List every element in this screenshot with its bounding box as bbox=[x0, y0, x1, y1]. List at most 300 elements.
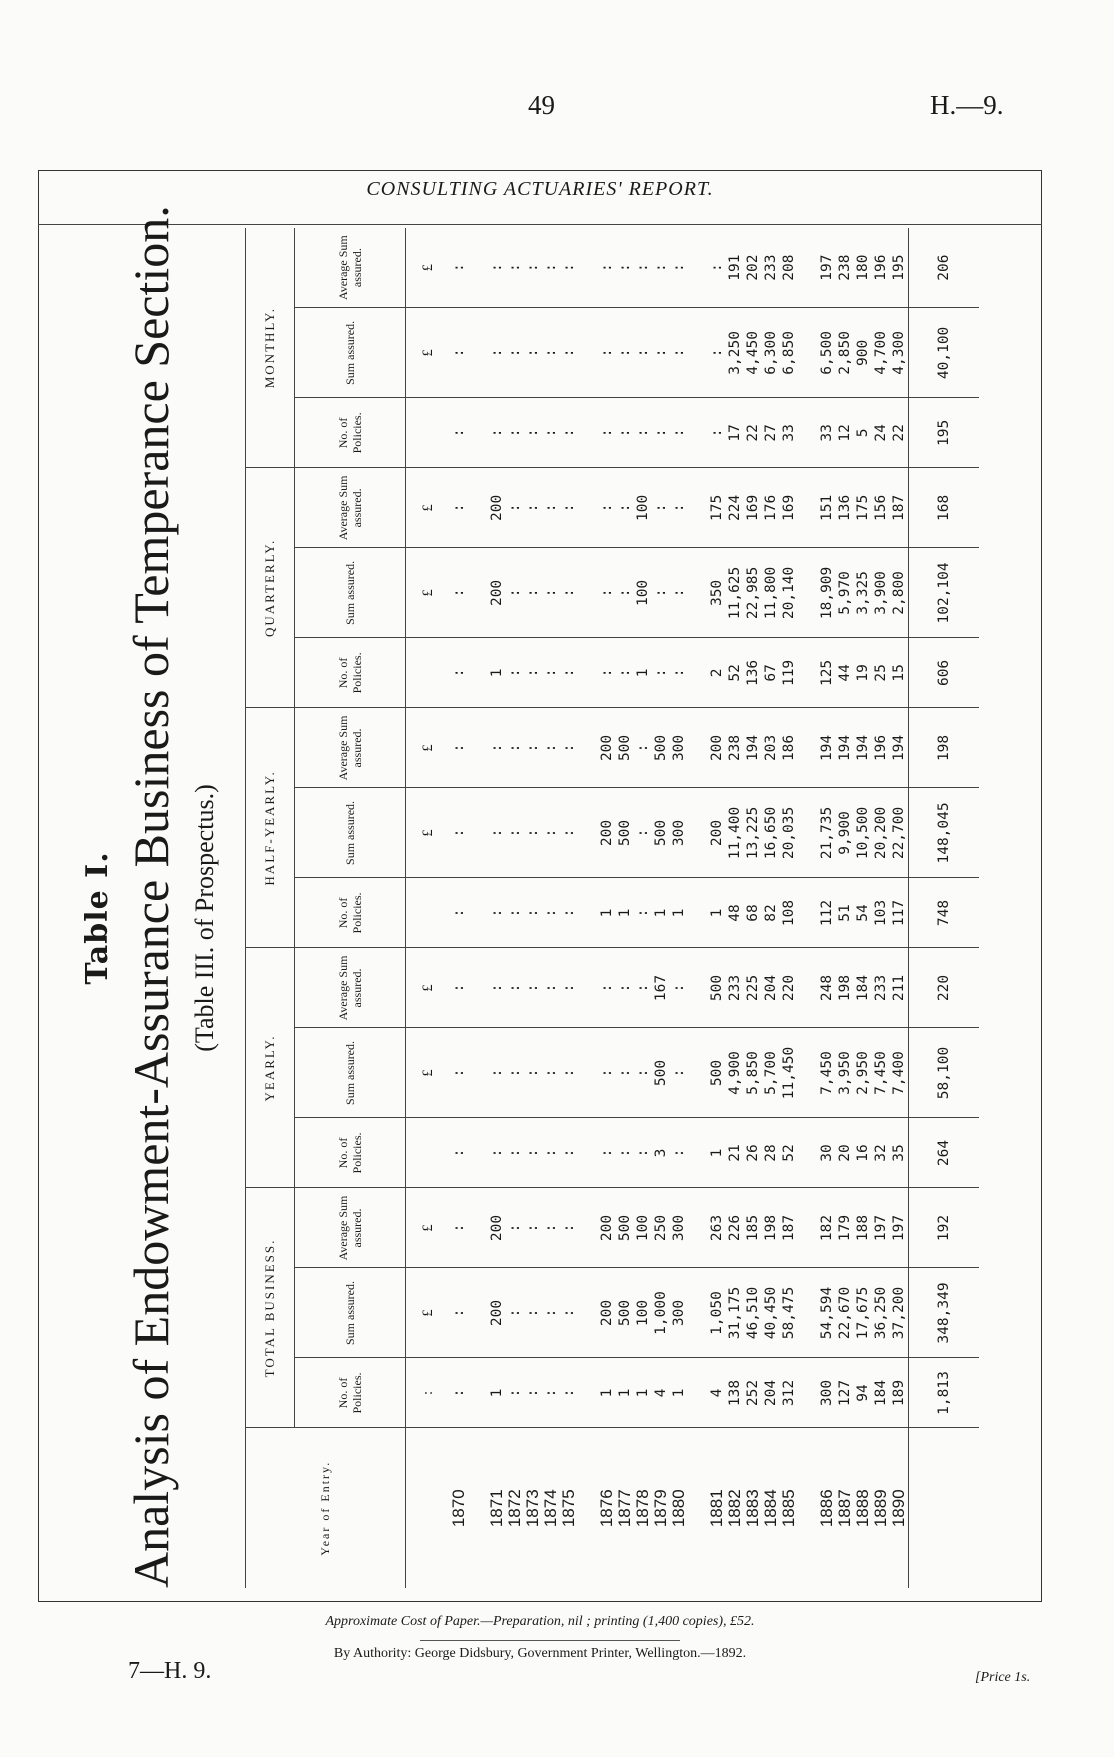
table-cell: 11,400 bbox=[726, 788, 744, 878]
running-head: CONSULTING ACTUARIES' REPORT. bbox=[366, 178, 714, 200]
table-cell: 11,625 bbox=[726, 548, 744, 638]
currency-symbol: £ bbox=[406, 788, 451, 878]
currency-symbol: £ bbox=[406, 1028, 451, 1118]
table-cell: : bbox=[560, 398, 578, 468]
total-cell: 58,100 bbox=[909, 1028, 980, 1118]
total-cell: 206 bbox=[909, 228, 980, 308]
table-cell: : bbox=[488, 948, 506, 1028]
table-cell: 263 bbox=[708, 1188, 726, 1268]
table-title: Analysis of Endowment-Assurance Business of Temperance Section. bbox=[123, 205, 179, 1588]
header-rule bbox=[38, 224, 1042, 225]
table-cell: 136 bbox=[836, 468, 854, 548]
table-cell: 10,500 bbox=[854, 788, 872, 878]
table-cell: : bbox=[450, 878, 468, 948]
table-cell: 176 bbox=[762, 468, 780, 548]
table-cell: : bbox=[450, 1358, 468, 1428]
table-cell: : bbox=[634, 308, 652, 398]
table-cell: : bbox=[560, 948, 578, 1028]
signature-mark: 7—H. 9. bbox=[128, 1658, 212, 1684]
table-cell: : bbox=[524, 708, 542, 788]
table-cell: : bbox=[524, 398, 542, 468]
table-cell: : bbox=[542, 1118, 560, 1188]
table-cell: 20,035 bbox=[780, 788, 798, 878]
group-spacer bbox=[688, 228, 708, 1588]
column-header: Average Sum assured. bbox=[295, 708, 406, 788]
table-cell: 300 bbox=[818, 1358, 836, 1428]
table-cell: 20,200 bbox=[872, 788, 890, 878]
table-cell: 226 bbox=[726, 1188, 744, 1268]
year-cell: 1886 bbox=[817, 1489, 836, 1528]
table-cell: 500 bbox=[616, 1188, 634, 1268]
table-cell: 103 bbox=[872, 878, 890, 948]
table-cell: 179 bbox=[836, 1188, 854, 1268]
group-header-monthly: MONTHLY. bbox=[246, 228, 295, 468]
column-header: No. of Policies. bbox=[295, 398, 406, 468]
group-header-quarterly: QUARTERLY. bbox=[246, 468, 295, 708]
table-cell: : bbox=[488, 308, 506, 398]
table-cell: : bbox=[450, 708, 468, 788]
table-row bbox=[488, 228, 506, 1588]
table-cell: 16 bbox=[854, 1118, 872, 1188]
column-header: No. of Policies. bbox=[295, 878, 406, 948]
currency-symbol: £ bbox=[406, 1268, 451, 1358]
table-cell: 200 bbox=[598, 1188, 616, 1268]
table-cell: 40,450 bbox=[762, 1268, 780, 1358]
table-cell: 20,140 bbox=[780, 548, 798, 638]
table-cell: : bbox=[634, 228, 652, 308]
table-cell: 194 bbox=[818, 708, 836, 788]
table-cell: 26 bbox=[744, 1118, 762, 1188]
table-cell: : bbox=[670, 1028, 688, 1118]
table-cell: : bbox=[616, 1118, 634, 1188]
table-cell: : bbox=[560, 308, 578, 398]
table-cell: : bbox=[488, 398, 506, 468]
total-cell: 195 bbox=[909, 398, 980, 468]
table-cell: : bbox=[506, 708, 524, 788]
table-cell: : bbox=[506, 788, 524, 878]
table-cell: : bbox=[542, 398, 560, 468]
table-cell: 11,450 bbox=[780, 1028, 798, 1118]
table-cell: 1 bbox=[488, 638, 506, 708]
table-subtitle: (Table III. of Prospectus.) bbox=[190, 784, 219, 1052]
cost-note: Approximate Cost of Paper.—Preparation, nil ; printing (1,400 copies), £52. bbox=[325, 1614, 755, 1629]
table-cell: 198 bbox=[762, 1188, 780, 1268]
table-cell: 1 bbox=[598, 878, 616, 948]
table-cell: : bbox=[450, 948, 468, 1028]
table-cell: 1 bbox=[634, 1358, 652, 1428]
table-cell: : bbox=[488, 708, 506, 788]
table-cell: 22 bbox=[744, 398, 762, 468]
table-cell: 54,594 bbox=[818, 1268, 836, 1358]
cost-rule bbox=[420, 1640, 680, 1641]
table-row bbox=[616, 228, 634, 1588]
table-cell: : bbox=[634, 788, 652, 878]
table-cell: : bbox=[542, 708, 560, 788]
table-cell: 3,950 bbox=[836, 1028, 854, 1118]
table-cell: : bbox=[524, 308, 542, 398]
table-cell: : bbox=[524, 948, 542, 1028]
table-cell: 200 bbox=[708, 788, 726, 878]
table-cell: 9,900 bbox=[836, 788, 854, 878]
table-cell: 200 bbox=[598, 708, 616, 788]
table-cell: 500 bbox=[652, 788, 670, 878]
year-cell: 1885 bbox=[779, 1489, 798, 1528]
table-cell: 24 bbox=[872, 398, 890, 468]
table-cell: 58,475 bbox=[780, 1268, 798, 1358]
column-header: No. of Policies. bbox=[295, 1118, 406, 1188]
table-cell: 224 bbox=[726, 468, 744, 548]
table-cell: : bbox=[616, 308, 634, 398]
table-cell: : bbox=[616, 1028, 634, 1118]
table-cell: : bbox=[670, 548, 688, 638]
table-cell: 125 bbox=[818, 638, 836, 708]
table-cell: : bbox=[524, 468, 542, 548]
table-cell: : bbox=[506, 948, 524, 1028]
table-cell: 500 bbox=[616, 708, 634, 788]
table-row bbox=[670, 228, 688, 1588]
table-cell: 500 bbox=[652, 1028, 670, 1118]
table-cell: 196 bbox=[872, 708, 890, 788]
table-cell: : bbox=[524, 1188, 542, 1268]
table-cell: 191 bbox=[726, 228, 744, 308]
table-cell: : bbox=[670, 1118, 688, 1188]
table-cell: : bbox=[450, 788, 468, 878]
table-cell: 200 bbox=[488, 468, 506, 548]
table-cell: 94 bbox=[854, 1358, 872, 1428]
table-cell: 200 bbox=[488, 548, 506, 638]
table-cell: 117 bbox=[890, 878, 909, 948]
table-cell: 44 bbox=[836, 638, 854, 708]
table-cell: : bbox=[598, 398, 616, 468]
year-cell: 1871 bbox=[487, 1489, 506, 1528]
currency-symbol: £ bbox=[406, 468, 451, 548]
table-cell: 100 bbox=[634, 1188, 652, 1268]
table-cell: 250 bbox=[652, 1188, 670, 1268]
table-row bbox=[872, 228, 890, 1588]
table-cell: 2 bbox=[708, 638, 726, 708]
group-header-yearly: YEARLY. bbox=[246, 948, 295, 1188]
table-cell: 233 bbox=[726, 948, 744, 1028]
table-cell: : bbox=[634, 708, 652, 788]
price-note: [Price 1s. bbox=[975, 1670, 1031, 1685]
table-cell: 300 bbox=[670, 708, 688, 788]
table-cell: 22 bbox=[890, 398, 909, 468]
column-header: Average Sum assured. bbox=[295, 948, 406, 1028]
column-header: Sum assured. bbox=[295, 788, 406, 878]
table-cell: 5,970 bbox=[836, 548, 854, 638]
total-cell: 348,349 bbox=[909, 1268, 980, 1358]
table-cell: 5 bbox=[854, 398, 872, 468]
table-cell: 67 bbox=[762, 638, 780, 708]
table-cell: 1 bbox=[616, 878, 634, 948]
table-cell: 30 bbox=[818, 1118, 836, 1188]
table-cell: : bbox=[506, 398, 524, 468]
table-cell: 46,510 bbox=[744, 1268, 762, 1358]
total-cell: 264 bbox=[909, 1118, 980, 1188]
table-cell: : bbox=[560, 228, 578, 308]
table-cell: 220 bbox=[780, 948, 798, 1028]
table-cell: 11,800 bbox=[762, 548, 780, 638]
table-cell: 2,950 bbox=[854, 1028, 872, 1118]
table-cell: : bbox=[450, 638, 468, 708]
table-cell: : bbox=[708, 398, 726, 468]
table-cell: 7,400 bbox=[890, 1028, 909, 1118]
table-cell: 167 bbox=[652, 948, 670, 1028]
table-cell: 197 bbox=[818, 228, 836, 308]
table-cell: : bbox=[598, 638, 616, 708]
table-cell: : bbox=[488, 1118, 506, 1188]
table-cell: : bbox=[506, 468, 524, 548]
table-cell: : bbox=[598, 948, 616, 1028]
table-cell: : bbox=[616, 638, 634, 708]
table-cell: : bbox=[634, 398, 652, 468]
table-cell: 3,325 bbox=[854, 548, 872, 638]
table-cell: 238 bbox=[726, 708, 744, 788]
table-cell: 188 bbox=[854, 1188, 872, 1268]
table-cell: 33 bbox=[818, 398, 836, 468]
table-row bbox=[890, 228, 909, 1588]
table-cell: 4 bbox=[708, 1358, 726, 1428]
table-cell: : bbox=[450, 228, 468, 308]
table-cell: : bbox=[598, 468, 616, 548]
table-cell: : bbox=[506, 1268, 524, 1358]
currency-symbol: £ bbox=[406, 1188, 451, 1268]
table-cell: 2,850 bbox=[836, 308, 854, 398]
table-cell: 18,909 bbox=[818, 548, 836, 638]
table-cell: : bbox=[542, 468, 560, 548]
table-cell: : bbox=[542, 1358, 560, 1428]
table-label: Table I. bbox=[80, 851, 115, 985]
table-cell: 136 bbox=[744, 638, 762, 708]
table-cell: 13,225 bbox=[744, 788, 762, 878]
table-cell: 156 bbox=[872, 468, 890, 548]
table-cell: 194 bbox=[854, 708, 872, 788]
table-cell: 350 bbox=[708, 548, 726, 638]
group-spacer bbox=[468, 228, 488, 1588]
group-spacer bbox=[578, 228, 598, 1588]
table-cell: : bbox=[450, 308, 468, 398]
table-cell: : bbox=[506, 308, 524, 398]
column-header: No. of Policies. bbox=[295, 638, 406, 708]
table-cell: : bbox=[598, 1118, 616, 1188]
table-cell: 6,500 bbox=[818, 308, 836, 398]
table-cell: 196 bbox=[872, 228, 890, 308]
table-cell: 52 bbox=[780, 1118, 798, 1188]
table-cell: 194 bbox=[744, 708, 762, 788]
table-cell: : bbox=[542, 548, 560, 638]
table-cell: : bbox=[450, 1188, 468, 1268]
currency-symbol: £ bbox=[406, 548, 451, 638]
table-cell: 4,900 bbox=[726, 1028, 744, 1118]
table-cell: : bbox=[524, 1028, 542, 1118]
column-header: Sum assured. bbox=[295, 1028, 406, 1118]
column-header: Sum assured. bbox=[295, 1268, 406, 1358]
table-cell: : bbox=[652, 638, 670, 708]
table-cell: : bbox=[652, 548, 670, 638]
table-cell: : bbox=[524, 1268, 542, 1358]
table-cell: 3 bbox=[652, 1118, 670, 1188]
table-cell: 52 bbox=[726, 638, 744, 708]
table-cell: 194 bbox=[890, 708, 909, 788]
currency-symbol: £ bbox=[406, 708, 451, 788]
table-cell: 200 bbox=[708, 708, 726, 788]
table-cell: 1 bbox=[488, 1358, 506, 1428]
table-cell: 500 bbox=[652, 708, 670, 788]
table-cell: : bbox=[670, 468, 688, 548]
table-cell: : bbox=[670, 308, 688, 398]
table-cell: : bbox=[488, 788, 506, 878]
table-cell: 82 bbox=[762, 878, 780, 948]
table-cell: 200 bbox=[598, 788, 616, 878]
table-cell: : bbox=[450, 1268, 468, 1358]
table-cell: 500 bbox=[708, 948, 726, 1028]
table-cell: 300 bbox=[670, 1268, 688, 1358]
year-cell: 1873 bbox=[523, 1489, 542, 1528]
table-cell: 35 bbox=[890, 1118, 909, 1188]
table-cell: 138 bbox=[726, 1358, 744, 1428]
table-cell: : bbox=[542, 638, 560, 708]
table-cell: 200 bbox=[488, 1268, 506, 1358]
table-cell: 197 bbox=[890, 1188, 909, 1268]
table-cell: : bbox=[598, 548, 616, 638]
table-cell: : bbox=[560, 468, 578, 548]
total-cell: 168 bbox=[909, 468, 980, 548]
table-cell: : bbox=[708, 308, 726, 398]
table-cell: 37,200 bbox=[890, 1268, 909, 1358]
total-cell: 148,045 bbox=[909, 788, 980, 878]
table-cell: : bbox=[524, 788, 542, 878]
table-cell: : bbox=[670, 948, 688, 1028]
table-cell: 5,850 bbox=[744, 1028, 762, 1118]
currency-symbol: £ bbox=[406, 308, 451, 398]
table-cell: 21,735 bbox=[818, 788, 836, 878]
table-cell: 4 bbox=[652, 1358, 670, 1428]
table-cell: 22,985 bbox=[744, 548, 762, 638]
table-cell: : bbox=[560, 708, 578, 788]
table-cell: : bbox=[670, 398, 688, 468]
table-cell: : bbox=[542, 788, 560, 878]
table-cell: 25 bbox=[872, 638, 890, 708]
table-cell: 4,700 bbox=[872, 308, 890, 398]
table-cell: : bbox=[560, 1268, 578, 1358]
year-cell: 1872 bbox=[505, 1489, 524, 1528]
table-cell: 4,450 bbox=[744, 308, 762, 398]
table-cell: 21 bbox=[726, 1118, 744, 1188]
table-cell: : bbox=[506, 1118, 524, 1188]
table-cell: : bbox=[488, 228, 506, 308]
table-cell: : bbox=[652, 228, 670, 308]
table-cell: : bbox=[506, 1188, 524, 1268]
table-row bbox=[726, 228, 744, 1588]
table-cell: 5,700 bbox=[762, 1028, 780, 1118]
table-cell: 127 bbox=[836, 1358, 854, 1428]
table-row bbox=[652, 228, 670, 1588]
table-cell: : bbox=[542, 1188, 560, 1268]
table-cell: 17,675 bbox=[854, 1268, 872, 1358]
table-cell: 248 bbox=[818, 948, 836, 1028]
year-of-entry-header: Year of Entry. bbox=[246, 1428, 406, 1588]
table-row bbox=[560, 228, 578, 1588]
table-cell: : bbox=[542, 1028, 560, 1118]
printer-authority: By Authority: George Didsbury, Government Printer, Wellington.—1892. bbox=[333, 1646, 747, 1661]
currency-symbol: £ bbox=[406, 948, 451, 1028]
table-cell: 1,000 bbox=[652, 1268, 670, 1358]
document-reference: H.—9. bbox=[930, 90, 1004, 120]
table-cell: : bbox=[670, 638, 688, 708]
table-cell: 1 bbox=[598, 1358, 616, 1428]
table-cell: : bbox=[560, 638, 578, 708]
currency-row bbox=[406, 228, 451, 1588]
table-cell: : bbox=[560, 1028, 578, 1118]
table-cell: 27 bbox=[762, 398, 780, 468]
table-cell: : bbox=[670, 228, 688, 308]
table-cell: : bbox=[652, 398, 670, 468]
page-number: 49 bbox=[528, 90, 555, 120]
table-cell: 22,670 bbox=[836, 1268, 854, 1358]
table-cell: : bbox=[524, 228, 542, 308]
table-cell: 187 bbox=[890, 468, 909, 548]
table-cell: 32 bbox=[872, 1118, 890, 1188]
table-cell: 1 bbox=[670, 878, 688, 948]
table-cell: : bbox=[652, 468, 670, 548]
table-cell: 1 bbox=[652, 878, 670, 948]
table-cell: : bbox=[560, 548, 578, 638]
table-cell: : bbox=[560, 1188, 578, 1268]
table-cell: 22,700 bbox=[890, 788, 909, 878]
table-cell: : bbox=[616, 548, 634, 638]
year-cell: 1881 bbox=[707, 1489, 726, 1528]
table-cell: 238 bbox=[836, 228, 854, 308]
year-cell: 1878 bbox=[633, 1489, 652, 1528]
table-cell: 6,850 bbox=[780, 308, 798, 398]
table-cell: 169 bbox=[744, 468, 762, 548]
table-cell: 180 bbox=[854, 228, 872, 308]
table-cell: : bbox=[634, 1028, 652, 1118]
table-cell: 112 bbox=[818, 878, 836, 948]
table-row bbox=[836, 228, 854, 1588]
table-cell: : bbox=[560, 1118, 578, 1188]
column-header: Average Sum assured. bbox=[295, 468, 406, 548]
table-cell: 1,050 bbox=[708, 1268, 726, 1358]
table-cell: : bbox=[634, 878, 652, 948]
table-cell: 17 bbox=[726, 398, 744, 468]
table-cell: : bbox=[634, 1118, 652, 1188]
table-cell: 1 bbox=[708, 878, 726, 948]
table-cell: 119 bbox=[780, 638, 798, 708]
table-cell: 500 bbox=[708, 1028, 726, 1118]
year-cell: 1890 bbox=[889, 1489, 908, 1528]
table-row bbox=[744, 228, 762, 1588]
table-cell: 1 bbox=[670, 1358, 688, 1428]
table-cell: 197 bbox=[872, 1188, 890, 1268]
table-cell: 185 bbox=[744, 1188, 762, 1268]
table-cell: 3,900 bbox=[872, 548, 890, 638]
table-cell: 31,175 bbox=[726, 1268, 744, 1358]
table-cell: 204 bbox=[762, 948, 780, 1028]
year-cell: 1875 bbox=[559, 1489, 578, 1528]
table-row bbox=[708, 228, 726, 1588]
year-cell: 1889 bbox=[871, 1489, 890, 1528]
table-cell: 300 bbox=[670, 1188, 688, 1268]
year-cell: 1877 bbox=[615, 1489, 634, 1528]
table-cell: 300 bbox=[670, 788, 688, 878]
table-row bbox=[598, 228, 616, 1588]
column-header: Sum assured. bbox=[295, 548, 406, 638]
table-cell: : bbox=[524, 878, 542, 948]
table-cell: 54 bbox=[854, 878, 872, 948]
total-cell: 102,104 bbox=[909, 548, 980, 638]
table-row bbox=[854, 228, 872, 1588]
